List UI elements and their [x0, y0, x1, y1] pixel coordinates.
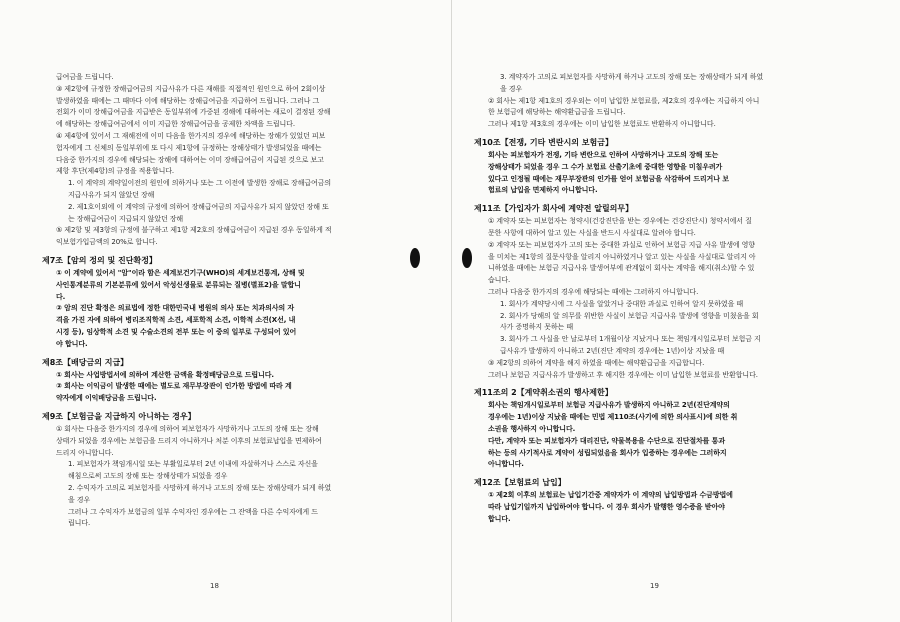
text-line: 그러나 그 수익자가 보험금의 일부 수익자인 경우에는 그 잔액을 다른 수익자에게 드 — [68, 507, 318, 516]
text-line: 그러나 제1항 제3호의 경우에는 이미 납입한 보험료도 반환하지 아니합니다. — [488, 120, 716, 129]
text-line: 험자에게 그 신체의 동일부위에 또 다시 제1항에 규정하는 장해상태가 발생되었을 때에는 — [56, 143, 322, 152]
text-line: 지급사유가 되지 않았던 장해 — [68, 190, 155, 199]
text-line: 습니다. — [488, 276, 511, 285]
text-line: 급여금을 드립니다. — [56, 73, 114, 81]
text-line: 사가 증명하지 못하는 때 — [500, 323, 573, 332]
text-line: 에 해당하는 장해급여금에서 이미 지급한 장해급여금을 공제한 차액을 드립니다. — [56, 120, 295, 129]
text-line: 그러나 보험금 지급사유가 발생하고 후 해지한 경우에는 이미 납입한 보험료를 반환합니다. — [488, 370, 758, 379]
text-line: 있다고 인정될 때에는 재무부장관의 인가를 얻어 보험금을 삭감하여 드리거나 보 — [488, 174, 729, 183]
text-line: 2. 제1호이외에 이 계약의 규정에 의하여 장해급여금의 지급사유가 되지 않았던 장해 또 — [68, 202, 329, 211]
text-line: 2. 수익자가 고의로 피보험자를 사망하게 하거나 고도의 장해 또는 장해상태가 되게 하였 — [68, 483, 332, 492]
text-line: 하는 등의 사기적사로 계약이 성립되었음을 회사가 입증하는 경우에는 그러하지 — [488, 448, 727, 457]
text-line: 2. 회사가 당해의 알 의무를 위반한 사실이 보험금 지급사유 발생에 영향을 미쳤음을 회 — [500, 311, 759, 320]
text-line: 합니다. — [488, 514, 511, 523]
right-page — [452, 0, 900, 622]
text-line: 험료의 납입을 면제하지 아니합니다. — [488, 186, 598, 195]
text-line: 시경 등), 임상학적 소견 및 수술소견의 전부 또는 이 중의 일부로 구성되어 있어 — [56, 327, 297, 336]
section-heading: 제7조【암의 정의 및 진단확정】 — [42, 255, 157, 265]
text-line: ① 제2회 이후의 보험료는 납입기간중 계약자가 이 계약의 납입방법과 수금방법에 — [488, 491, 733, 500]
text-line: ③ 제2항의 의하여 계약을 해지 하였을 때에는 해약환급금을 지급합니다. — [488, 358, 705, 367]
text-line: ① 회사는 사업방법서에 의하여 계산한 금액을 확정배당금으로 드립니다. — [56, 370, 274, 379]
text-line: ① 회사는 다음중 한가지의 경우에 의하여 피보험자가 사망하거나 고도의 장해 또는 장해 — [56, 424, 319, 433]
text-line: ② 암의 진단 확정은 의료법에 정한 대한민국내 병원의 의사 또는 치과의사의 자 — [56, 304, 295, 313]
section-heading: 제11조【가입자가 회사에 계약전 알릴의무】 — [474, 204, 634, 214]
text-line: 따라 납입기일까지 납입하여야 합니다. 이 경우 회사가 발행한 영수증을 받아야 — [488, 502, 725, 511]
text-line: ② 회사는 이익금이 발생한 때에는 별도로 재무부장관이 인가한 방법에 따라 계 — [56, 382, 292, 391]
text-line: 그러나 다음중 한가지의 경우에 해당되는 때에는 그러하지 아니합니다. — [488, 287, 699, 296]
text-line: 전회가 이미 장해급여금을 지급받은 동일부위에 가중된 경해에 대하여는 새로이 결정된 장해 — [56, 108, 331, 117]
text-line: 3. 회사가 그 사실을 안 날로부터 1개월이상 지났거나 또는 책임개시일로부터 보험금 지 — [500, 335, 761, 344]
right-page-text — [474, 72, 848, 526]
binder-hole-right — [462, 248, 472, 268]
text-line: 격을 가진 자에 의하여 병리조직학적 소견, 세포학적 소견, 이학적 소견(X선, 내 — [56, 316, 296, 325]
text-line: 경우에는 1년)이상 지났을 때에는 민법 제110조(사기에 의한 의사표시)에 의한 취 — [488, 413, 738, 422]
text-line: ① 계약자 또는 피보험자는 청약시(건강진단을 받는 경우에는 건강진단시) 청약서에서 질 — [488, 217, 752, 226]
text-line: 1. 회사가 계약당시에 그 사실을 알았거나 중대한 과실로 인하여 알지 못하였을 때 — [500, 299, 744, 308]
text-line: 1. 피보험자가 책임개시일 또는 부활일로부터 2년 이내에 자살하거나 스스로 자신을 — [68, 460, 318, 469]
text-line: 을 경우 — [68, 495, 91, 504]
text-line: ④ 제4항에 있어서 그 재해전에 이미 다음을 한가지의 경우에 해당하는 장해가 있었던 피보 — [56, 131, 326, 140]
text-line: 제항 후단(제4항)의 규정을 적용합니다. — [56, 167, 175, 176]
text-line: 익보험가입금액의 20%로 합니다. — [56, 238, 158, 247]
text-line: 문한 사항에 대하여 알고 있는 사실을 반드시 사실대로 알려야 합니다. — [488, 228, 696, 237]
text-line: ② 계약자 또는 피보험자가 고의 또는 중대한 과실로 인하여 보험금 지급 사유 발생에 영향 — [488, 240, 755, 249]
text-line: 한 보험금에 해당하는 해약환급금을 드립니다. — [488, 108, 626, 117]
text-line: ② 회사는 제1항 제1호의 경우외는 이미 납입한 보험료를, 제2호의 경우에는 지급하지 아니 — [488, 96, 760, 105]
page-number-left: 18 — [210, 582, 219, 590]
binder-hole-left — [410, 248, 420, 268]
text-line: 장해상태가 되었을 경우 그 수가 보험료 산출기초에 중대한 영향을 미칠우려가 — [488, 162, 723, 171]
section-heading: 제10조【전쟁, 기타 변란시의 보험금】 — [474, 137, 613, 147]
text-line: 회사는 책임개시일로부터 보험금 지급사유가 발생하지 아니하고 2년(진단계약의 — [488, 401, 730, 410]
text-line: 회사는 피보험자가 전쟁, 기타 변란으로 인하여 사망하거나 고도의 장해 또는 — [488, 150, 719, 159]
section-heading: 제12조【보험료의 납입】 — [474, 478, 566, 488]
text-line: 을 미치는 제1항의 질문사항을 알리지 아니하였거나 알고 있는 사실을 사실대로 알리지 아 — [488, 252, 756, 261]
text-line: 니하였을 때에는 보험금 지급사유 발생여부에 관계없이 회사는 계약을 해지(취소)할 수 있 — [488, 264, 755, 273]
text-line: 다만, 계약자 또는 피보험자가 대리진단, 약물복용을 수단으로 진단절차를 통과 — [488, 436, 725, 445]
section-heading: 제8조【배당금의 지급】 — [42, 357, 129, 367]
text-line: ⑤ 제2항 및 제3항의 규정에 불구하고 제1항 제2호의 장해급여금이 지급된 경우 동일하게 적 — [56, 226, 332, 235]
text-line: 1. 이 계약의 계약일이전의 원인에 의하거나 또는 그 이전에 발생한 장해로 장해급여금의 — [68, 179, 332, 188]
text-line: ① 이 계약에 있어서 "암"이라 함은 세계보건기구(WHO)의 세계보건통계, 상해 및 — [56, 268, 305, 277]
text-line: 급사유가 발생하지 아니하고 2년(진단 계약의 경우에는 1년)이상 지났을 때 — [500, 346, 725, 355]
text-line: 약자에게 이익배당금을 드립니다. — [56, 394, 157, 403]
text-line: 는 장해급여금이 지급되지 않았던 장해 — [68, 214, 184, 223]
text-line: 야 합니다. — [56, 339, 88, 348]
section-heading: 제11조의 2【계약취소권의 행사제한】 — [474, 388, 613, 398]
text-line: 해침으로써 고도의 장해 또는 장해상태가 되었을 경우 — [68, 472, 228, 481]
text-line: 아니합니다. — [488, 460, 524, 469]
text-line: 사인통계분류의 기본분류에 있어서 악성신생물로 분류되는 질병(별표2)을 말합니 — [56, 280, 301, 289]
text-line: 발생하였을 때에는 그 때마다 이에 해당하는 장해급여금을 지급하여 드립니다. 그러나 그 — [56, 96, 320, 105]
text-line: 을 경우 — [500, 84, 523, 93]
text-line: 립니다. — [68, 519, 91, 528]
left-page-text — [42, 72, 426, 530]
text-line: 다. — [56, 292, 66, 301]
text-line: 소권을 행사하지 아니합니다. — [488, 424, 576, 433]
text-line: 드리지 아니합니다. — [56, 448, 114, 457]
section-heading: 제9조【보험금을 지급하지 아니하는 경우】 — [42, 411, 196, 421]
text-line: ③ 제2항에 규정한 장해급여금의 지급사유가 다른 재해를 직접적인 원인으로 하여 2회이상 — [56, 84, 326, 93]
text-line: 3. 계약자가 고의로 피보험자를 사망하게 하거나 고도의 장해 또는 장해상태가 되게 하였 — [500, 73, 764, 81]
text-line: 상태가 되었을 경우에는 보험금을 드리지 아니하거나 처분 이후의 보험료납입을 면제하여 — [56, 436, 322, 445]
text-line: 다음중 한가지의 경우에 해당되는 장해에 대하여는 이미 장해급여금이 지급된 것으로 보고 — [56, 155, 324, 164]
page-number-right: 19 — [650, 582, 659, 590]
